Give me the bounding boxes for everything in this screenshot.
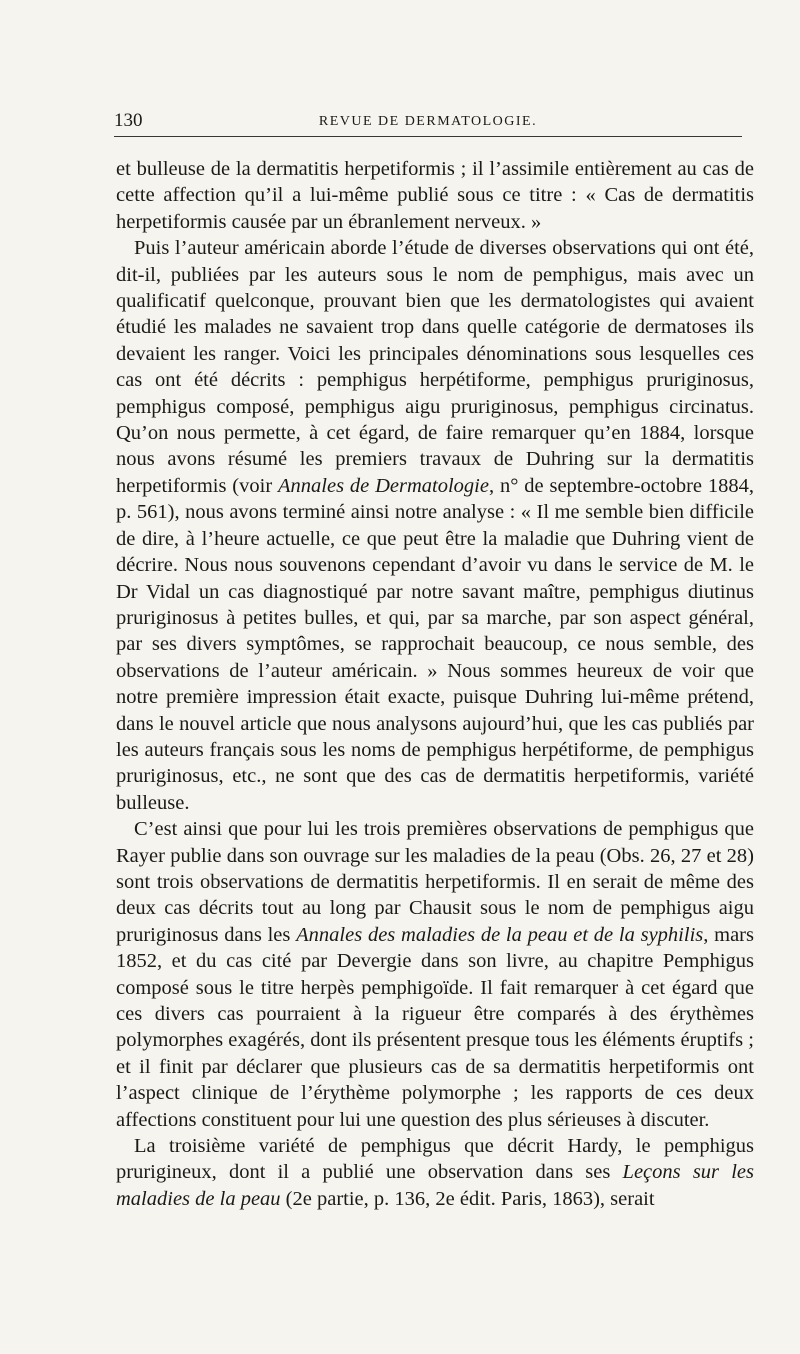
text-run: La troisième variété de pemphigus que décrit Hardy, le pemphigus prurigineux, dont il a publié une observation dans ses	[116, 1135, 754, 1184]
text-run: , n° de septembre-octobre 1884, p. 561), nous avons terminé ainsi notre analyse : « Il me semble bien difficile de dire, à l’heure actuelle, ce que peut être la maladie que Duhring vient de décrire. Nous nous souvenons cependant d’avoir vu dans le service de M. le Dr Vidal un cas diagnostiqué par notre savant maître, pemphigus diutinus pruriginosus à petites bulles, et qui, par sa marche, par son aspect général, par ses divers symptômes, se rapprochait beaucoup, ce nous semble, des observations de l’auteur américain. » Nous sommes heureux de voir que notre première impression était exacte, puisque Duhring lui-même prétend, dans le nouvel article que nous analysons aujourd’hui, que les cas publiés par les auteurs français sous les noms de pemphigus herpétiforme, de pemphigus pruriginosus, etc., ne sont que des cas de dermatitis herpetiformis, variété bulleuse.	[116, 474, 754, 814]
running-title: REVUE DE DERMATOLOGIE.	[318, 114, 538, 129]
text-run: et bulleuse de la dermatitis herpetiformis ; il l’assimile entièrement au cas de cette affection qu’il a lui-même publié sous ce titre : « Cas de dermatitis herpetiformis causée par un ébranlement nerveux. »	[116, 158, 754, 233]
paragraph	[116, 156, 754, 235]
text-run: C’est ainsi que pour lui les trois premières observations de pemphigus que Rayer publie dans son ouvrage sur les maladies de la peau (Obs. 26, 27 et 28) sont trois observations de dermatitis herpetiformis. Il en serait de même des deux cas décrits tout au long par Chausit sous le nom de pemphigus aigu pruriginosus dans les	[116, 818, 754, 946]
text-run: Puis l’auteur américain aborde l’étude de diverses observations qui ont été, dit-il, publiées par les auteurs sous le nom de pemphigus, mais avec un qualificatif quelconque, prouvant bien que les dermatologistes qui avaient étudié les malades ne savaient trop dans quelle catégorie de dermatoses ils devaient les ranger. Voici les principales dénominations sous lesquelles ces cas ont été décrits : pemphigus herpétiforme, pemphigus pruriginosus, pemphigus composé, pemphigus aigu pruriginosus, pemphigus circinatus. Qu’on nous permette, à cet égard, de faire remarquer qu’en 1884, lorsque nous avons résumé les premiers travaux de Duhring sur la dermatitis herpetiformis (voir	[116, 237, 754, 497]
text-run: (2e partie, p. 136, 2e édit. Paris, 1863), serait	[280, 1187, 655, 1210]
page-header	[114, 110, 742, 137]
italic-title: Annales de Dermatologie	[278, 474, 489, 497]
paragraph	[116, 816, 754, 1133]
body-text	[116, 156, 754, 1212]
text-run: , mars 1852, et du cas cité par Devergie dans son livre, au chapitre Pemphigus composé sous le titre herpès pemphigoïde. Il fait remarquer à cet égard que ces divers cas pourraient à la rigueur être comparés à des érythèmes polymorphes exagérés, dont ils présentent presque tous les éléments éruptifs ; et il finit par déclarer que plusieurs cas de sa dermatitis herpetiformis ont l’aspect clinique de l’érythème polymorphe ; les rapports de ces deux affections constituent pour lui une question des plus sérieuses à discuter.	[116, 923, 754, 1131]
paragraph	[116, 235, 754, 816]
page-number: 130	[114, 110, 143, 131]
italic-title: Leçons sur les maladies de la peau	[116, 1161, 754, 1210]
paragraph	[116, 1133, 754, 1212]
italic-title: Annales des maladies de la peau et de la syphilis	[296, 923, 704, 946]
